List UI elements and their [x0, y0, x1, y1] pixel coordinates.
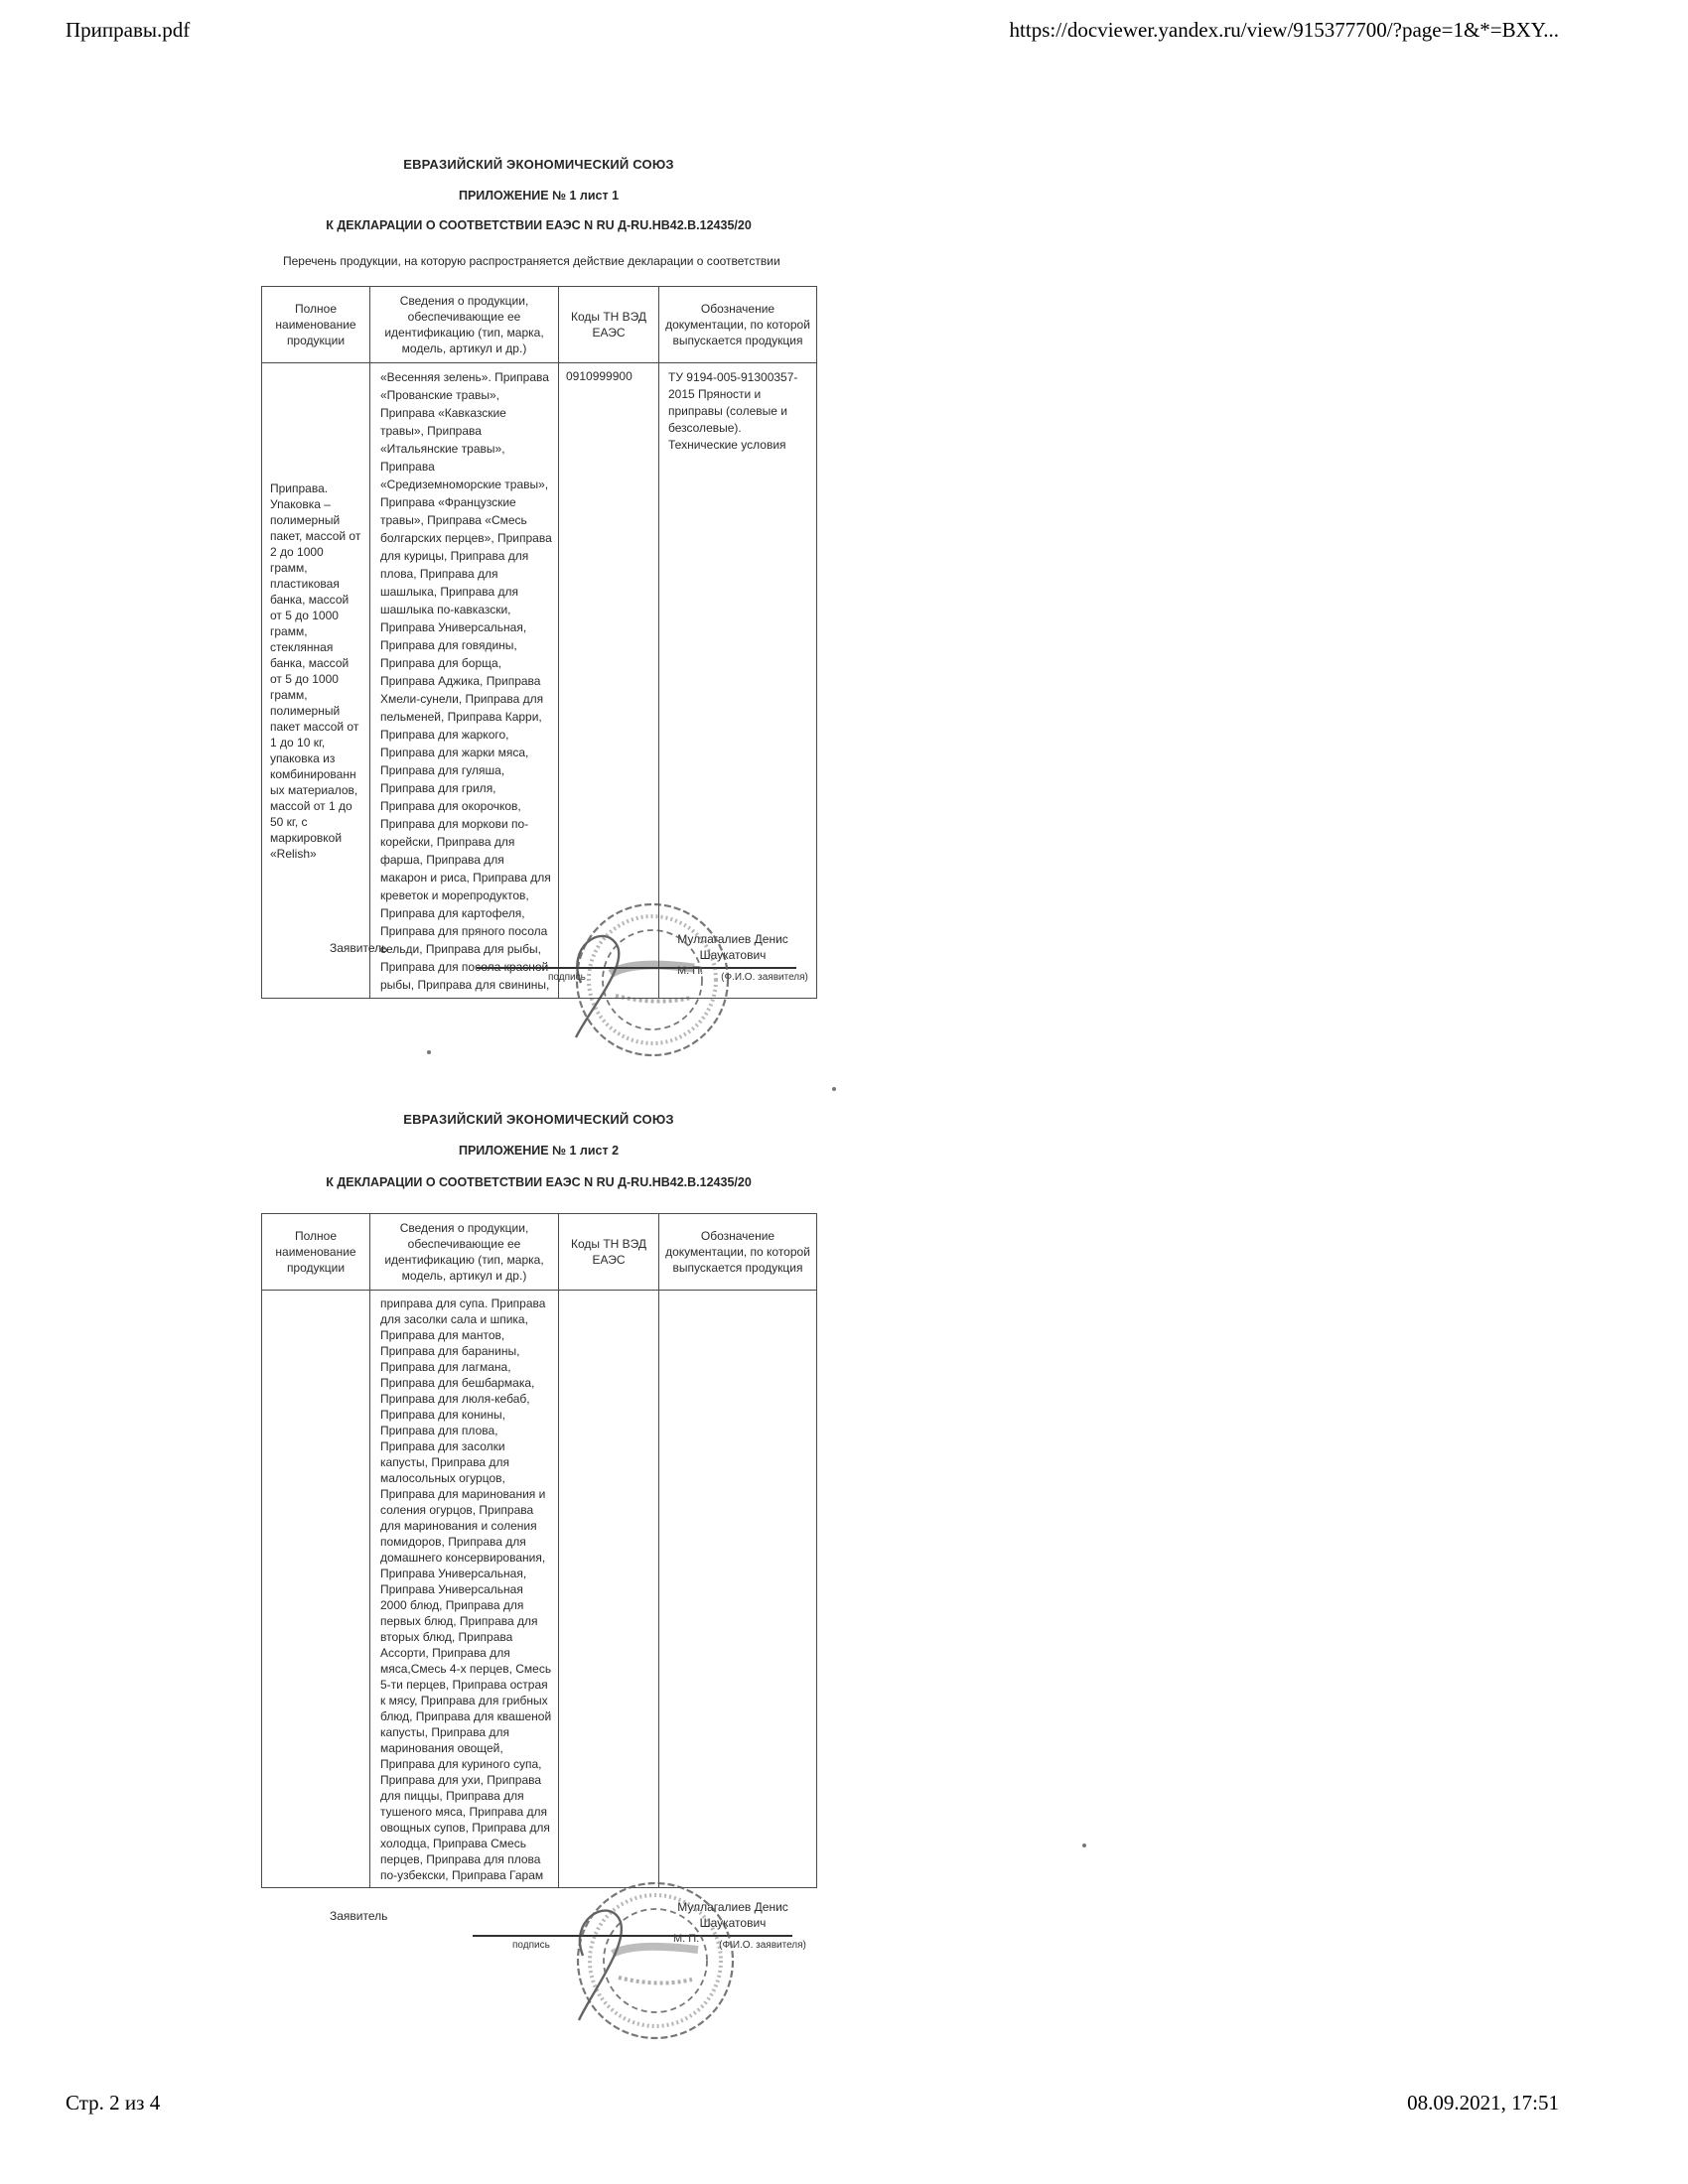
cell-product-details: приправа для супа. Приправа для засолки сала и шпика, Приправа для мантов, Приправа для баранины, Приправа для лагмана, Приправа для бешбармака, Приправа для люля-кебаб, Приправа для конины, Приправа для плова, Приправа для засолки капусты, Приправа для малосольных огурцов, Приправа для маринования и соления огурцов, Приправа для маринования и соления помидоров, Приправа для домашнего консервирования, Приправа Универсальная, Приправа Универсальная 2000 блюд, Приправа для первых блюд, Приправа для вторых блюд, Приправа Ассорти, Приправа для мяса,Смесь 4-х перцев, Смесь 5-ти перцев, Приправа острая к мясу, Приправа для грибных блюд, Приправа для квашеной капусты, Приправа для маринования овощей, Приправа для куриного супа, Приправа для ухи, Приправа для пиццы, Приправа для тушеного мяса, Приправа для овощных супов, Приправа для холодца, Приправа Смесь перцев, Приправа для плова по-узбекски, Приправа Гарам [370, 1291, 559, 1888]
product-list-intro: Перечень продукции, на которую распространяется действие декларации о соответствии [283, 254, 780, 268]
applicant-name: Муллагалиев Денис Шаукатович [677, 932, 788, 962]
union-title: ЕВРАЗИЙСКИЙ ЭКОНОМИЧЕСКИЙ СОЮЗ [403, 157, 674, 172]
col-header-details: Сведения о продукции, обеспечивающие ее идентификацию (тип, марка, модель, артикул и др.) [370, 287, 559, 363]
round-stamp-icon [561, 1866, 750, 2060]
cell-docs: ТУ 9194-005-91300357-2015 Пряности и приправы (солевые и безсолевые). Технические условия [659, 363, 817, 999]
col-header-code: Коды ТН ВЭД ЕАЭС [559, 287, 659, 363]
round-stamp-icon [561, 888, 745, 1072]
applicant-label: Заявитель [330, 1909, 388, 1923]
applicant-name-caption: (Ф.И.О. заявителя) [721, 972, 808, 983]
table-header-row [262, 1214, 817, 1291]
signature-caption: подпись [548, 972, 586, 983]
table-row [262, 1291, 817, 1888]
cell-docs [659, 1291, 817, 1888]
col-header-details: Сведения о продукции, обеспечивающие ее идентификацию (тип, марка, модель, артикул и др.) [370, 1214, 559, 1291]
annex-title: ПРИЛОЖЕНИЕ № 1 лист 2 [458, 1144, 620, 1158]
applicant-name-caption: (Ф.И.О. заявителя) [719, 1940, 806, 1951]
col-header-docs: Обозначение документации, по которой выпускается продукция [659, 287, 817, 363]
handwritten-signature [579, 1911, 622, 2020]
seal-mark: М. П. [673, 1933, 700, 1945]
signature-caption: подпись [512, 1940, 550, 1951]
col-header-name: Полное наименование продукции [262, 287, 370, 363]
page-number: Стр. 2 из 4 [66, 2091, 161, 2115]
applicant-label: Заявитель [330, 941, 388, 955]
cell-tnved-code: 0910999900 [559, 363, 659, 999]
cell-product-details: «Весенняя зелень». Приправа «Прованские травы», Приправа «Кавказские травы», Приправа «Итальянские травы», Приправа «Средиземноморские травы», Приправа «Французские травы», Приправа «Смесь болгарских перцев», Приправа для курицы, Приправа для плова, Приправа для шашлыка, Приправа для шашлыка по-кавказски, Приправа Универсальная, Приправа для говядины, Приправа для борща, Приправа Аджика, Приправа Хмели-сунели, Приправа для пельменей, Приправа Карри, Приправа для жаркого, Приправа для жарки мяса, Приправа для гуляша, Приправа для гриля, Приправа для окорочков, Приправа для моркови по-корейски, Приправа для фарша, Приправа для макарон и риса, Приправа для креветок и морепродуктов, Приправа для картофеля, Приправа для пряного посола сельди, Приправа для рыбы, Приправа для посола красной рыбы, Приправа для свинины, [370, 363, 559, 999]
document-filename: Приправы.pdf [66, 18, 191, 42]
products-table-sheet2 [261, 1213, 817, 1888]
col-header-code: Коды ТН ВЭД ЕАЭС [559, 1214, 659, 1291]
col-header-name: Полное наименование продукции [262, 1214, 370, 1291]
declaration-title: К ДЕКЛАРАЦИИ О СООТВЕТСТВИИ ЕАЭС N RU Д-RU.НВ42.В.12435/20 [326, 218, 752, 232]
print-datetime: 08.09.2021, 17:51 [1407, 2091, 1559, 2115]
col-header-docs: Обозначение документации, по которой выпускается продукция [659, 1214, 817, 1291]
union-title: ЕВРАЗИЙСКИЙ ЭКОНОМИЧЕСКИЙ СОЮЗ [403, 1112, 674, 1127]
cell-product-name [262, 1291, 370, 1888]
applicant-name: Муллагалиев Денис Шаукатович [677, 1900, 788, 1930]
declaration-title: К ДЕКЛАРАЦИИ О СООТВЕТСТВИИ ЕАЭС N RU Д-RU.НВ42.В.12435/20 [326, 1175, 752, 1189]
seal-mark: М. П. [677, 965, 704, 977]
table-header-row [262, 287, 817, 363]
annex-title: ПРИЛОЖЕНИЕ № 1 лист 1 [458, 189, 620, 203]
scan-artifact [427, 1050, 431, 1054]
scan-artifact [1082, 1843, 1086, 1847]
document-url: https://docviewer.yandex.ru/view/915377700/?page=1&*=BXY... [1009, 18, 1559, 42]
cell-product-name: Приправа. Упаковка – полимерный пакет, массой от 2 до 1000 грамм, пластиковая банка, массой от 5 до 1000 грамм, стеклянная банка, массой от 5 до 1000 грамм, полимерный пакет массой от 1 до 10 кг, упаковка из комбинированн ых материалов, массой от 1 до 50 кг, с маркировкой «Relish» [262, 363, 370, 999]
cell-tnved-code [559, 1291, 659, 1888]
scan-artifact [832, 1087, 836, 1091]
